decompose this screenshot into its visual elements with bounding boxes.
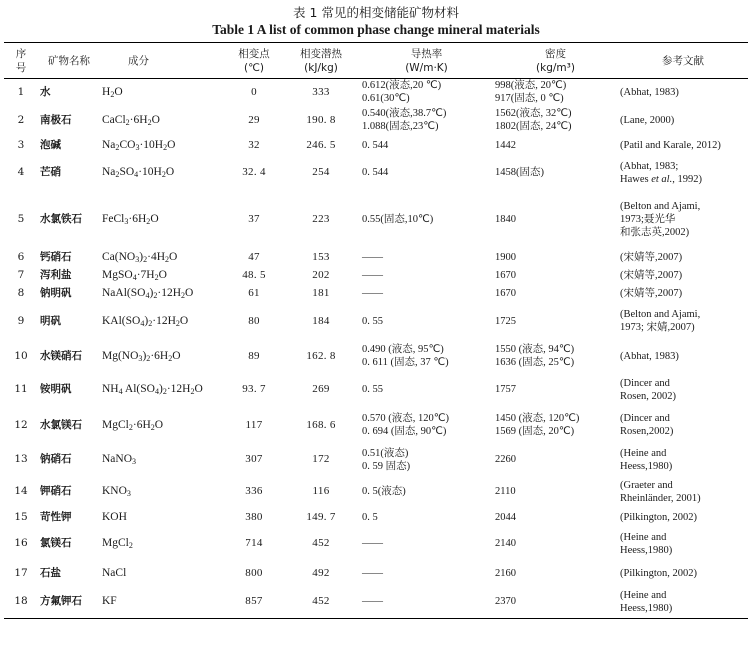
cell-mineral-name: 泡碱 bbox=[40, 138, 61, 151]
cell-density: 2260 bbox=[495, 454, 516, 465]
cell-conductivity: —— bbox=[362, 596, 383, 608]
cell-transition-point: 89 bbox=[248, 349, 260, 362]
cell-transition-point: 80 bbox=[248, 314, 260, 327]
cell-latent-heat: 223 bbox=[312, 212, 330, 225]
header-mineral-name: 矿物名称 bbox=[48, 54, 90, 67]
cell-latent-heat: 452 bbox=[312, 537, 330, 549]
cell-density: 2370 bbox=[495, 596, 516, 608]
cell-density: 1670 bbox=[495, 269, 516, 281]
table-row bbox=[4, 560, 748, 586]
cell-transition-point: 32 bbox=[248, 138, 260, 151]
cell-no: 14 bbox=[14, 485, 28, 497]
cell-conductivity: 0.540(液态,38.7℃) 1.088(固态,23℃) bbox=[362, 108, 447, 132]
cell-no: 12 bbox=[14, 418, 28, 431]
table-row bbox=[4, 248, 748, 266]
cell-references: (Heine and Heess,1980) bbox=[620, 589, 673, 614]
cell-mineral-name: 水氯铁石 bbox=[40, 212, 82, 225]
cell-conductivity: 0. 5 bbox=[362, 511, 378, 523]
cell-conductivity: —— bbox=[362, 287, 383, 299]
cell-transition-point: 29 bbox=[248, 113, 260, 126]
cell-conductivity: 0.570 (液态, 120℃) 0. 694 (固态, 90℃) bbox=[362, 413, 450, 437]
cell-no: 7 bbox=[17, 268, 25, 281]
cell-conductivity: 0. 544 bbox=[362, 167, 389, 178]
cell-transition-point: 117 bbox=[245, 418, 263, 431]
cell-latent-heat: 452 bbox=[312, 595, 330, 608]
table-row bbox=[4, 155, 748, 190]
cell-no: 11 bbox=[14, 383, 28, 395]
cell-latent-heat: 190. 8 bbox=[306, 113, 336, 126]
cell-conductivity: 0.490 (液态, 95℃) 0. 611 (固态, 37 ℃) bbox=[362, 344, 449, 368]
cell-references: (Dincer and Rosen,2002) bbox=[620, 413, 674, 437]
cell-transition-point: 714 bbox=[245, 537, 263, 549]
cell-composition: KOH bbox=[102, 510, 127, 523]
cell-density: 1450 (液态, 120℃) 1569 (固态, 20℃) bbox=[495, 413, 580, 437]
header-references: 参考文献 bbox=[662, 54, 704, 67]
cell-references: (Graeter and Rheinländer, 2001) bbox=[620, 479, 701, 504]
cell-density: 2160 bbox=[495, 567, 516, 579]
cell-no: 4 bbox=[17, 166, 25, 178]
table-row bbox=[4, 79, 748, 106]
cell-composition: KF bbox=[102, 595, 117, 608]
cell-transition-point: 336 bbox=[245, 485, 263, 497]
table-row bbox=[4, 190, 748, 248]
cell-no: 15 bbox=[14, 510, 28, 523]
cell-mineral-name: 钙硝石 bbox=[40, 250, 72, 263]
cell-latent-heat: 202 bbox=[312, 268, 330, 281]
cell-composition: $H_2O$ bbox=[102, 85, 123, 99]
cell-conductivity: —— bbox=[362, 567, 383, 579]
cell-transition-point: 857 bbox=[245, 595, 263, 608]
table-row bbox=[4, 372, 748, 407]
cell-transition-point: 32. 4 bbox=[242, 166, 266, 178]
cell-latent-heat: 162. 8 bbox=[306, 349, 336, 362]
cell-transition-point: 380 bbox=[245, 510, 263, 523]
cell-composition: $KAl(SO_4)_2\cdot 12H_2O$ bbox=[102, 314, 189, 328]
cell-composition: MgCl$_2$ bbox=[102, 537, 133, 550]
cell-no: 18 bbox=[14, 595, 28, 608]
cell-mineral-name: 南极石 bbox=[40, 113, 72, 126]
cell-references: (Abhat, 1983; Hawes et al., 1992) bbox=[620, 160, 702, 185]
cell-mineral-name: 水 bbox=[40, 85, 51, 98]
cell-no: 3 bbox=[17, 138, 25, 151]
cell-composition: NaCl bbox=[102, 566, 127, 579]
cell-mineral-name: 方氟钾石 bbox=[40, 595, 82, 608]
table-row bbox=[4, 443, 748, 476]
cell-density: 1458(固态) bbox=[495, 167, 544, 178]
cell-composition: $Na_2SO_4\cdot 10H_2O$ bbox=[102, 166, 175, 179]
cell-composition: NaNO$_3$ bbox=[102, 453, 137, 466]
cell-mineral-name: 氯镁石 bbox=[40, 537, 72, 549]
cell-conductivity: 0.51(液态) 0. 59 固态) bbox=[362, 447, 411, 472]
table-row bbox=[4, 407, 748, 443]
cell-composition: $Na_2CO_3\cdot 10H_2O$ bbox=[102, 138, 176, 152]
cell-density: 2140 bbox=[495, 538, 516, 549]
cell-no: 5 bbox=[17, 212, 25, 225]
table-caption-english: Table 1 A list of common phase change mineral materials bbox=[212, 22, 540, 37]
cell-references: (宋婧等,2007) bbox=[620, 251, 683, 263]
cell-latent-heat: 149. 7 bbox=[306, 510, 336, 523]
cell-mineral-name: 明矾 bbox=[40, 314, 61, 327]
cell-transition-point: 37 bbox=[248, 212, 260, 225]
cell-latent-heat: 116 bbox=[312, 485, 330, 497]
header-composition: 成分 bbox=[128, 54, 149, 67]
header-latent-heat: 相变潜热 (kJ/kg) bbox=[300, 47, 342, 74]
cell-composition: $CaCl_2\cdot 6H_2O$ bbox=[102, 113, 160, 127]
cell-latent-heat: 246. 5 bbox=[306, 138, 336, 151]
cell-conductivity: —— bbox=[362, 251, 383, 263]
cell-mineral-name: 苛性钾 bbox=[40, 510, 72, 523]
table-row bbox=[4, 266, 748, 284]
cell-no: 10 bbox=[14, 349, 28, 362]
minerals-table bbox=[4, 42, 748, 619]
cell-transition-point: 307 bbox=[245, 453, 263, 465]
cell-references: (Heine and Heess,1980) bbox=[620, 531, 673, 556]
cell-latent-heat: 181 bbox=[312, 286, 330, 299]
cell-latent-heat: 184 bbox=[312, 314, 330, 327]
cell-latent-heat: 168. 6 bbox=[306, 418, 336, 431]
table-row bbox=[4, 527, 748, 560]
cell-latent-heat: 333 bbox=[312, 85, 330, 98]
cell-latent-heat: 492 bbox=[312, 566, 330, 579]
table-row bbox=[4, 135, 748, 155]
cell-composition: $MgCl_2\cdot 6H_2O$ bbox=[102, 418, 164, 432]
cell-references: (Dincer and Rosen, 2002) bbox=[620, 377, 676, 402]
cell-composition: $Mg(NO_3)_2\cdot 6H_2O$ bbox=[102, 349, 181, 363]
cell-no: 6 bbox=[17, 250, 25, 263]
cell-no: 13 bbox=[14, 453, 28, 465]
table-row bbox=[4, 302, 748, 340]
cell-mineral-name: 铵明矾 bbox=[40, 383, 72, 395]
cell-no: 9 bbox=[17, 314, 25, 327]
cell-transition-point: 0 bbox=[251, 85, 257, 98]
cell-latent-heat: 153 bbox=[312, 250, 330, 263]
cell-composition: $MgSO_4\cdot 7H_2O$ bbox=[102, 268, 167, 282]
header-row bbox=[4, 43, 748, 79]
cell-composition: $Ca(NO_3)_2\cdot 4H_2O$ bbox=[102, 250, 178, 264]
table-row bbox=[4, 586, 748, 618]
cell-references: (Belton and Ajami, 1973;聂光华 和张志英,2002) bbox=[620, 200, 701, 238]
header-no: 序 号 bbox=[15, 47, 27, 74]
cell-transition-point: 93. 7 bbox=[242, 383, 266, 395]
cell-conductivity: 0. 55 bbox=[362, 384, 383, 395]
cell-conductivity: 0. 5(液态) bbox=[362, 486, 406, 497]
cell-no: 2 bbox=[17, 113, 25, 126]
header-conductivity: 导热率 (W/m·K) bbox=[405, 47, 448, 74]
cell-mineral-name: 水镁硝石 bbox=[40, 349, 82, 362]
cell-no: 16 bbox=[14, 537, 28, 549]
cell-references: (Heine and Heess,1980) bbox=[620, 447, 673, 472]
cell-transition-point: 47 bbox=[248, 250, 260, 263]
cell-composition: $FeCl_3\cdot 6H_2O$ bbox=[102, 212, 159, 226]
cell-mineral-name: 钾硝石 bbox=[40, 485, 72, 497]
cell-references: (Belton and Ajami, 1973; 宋婧,2007) bbox=[620, 309, 701, 333]
cell-mineral-name: 水氯镁石 bbox=[40, 418, 82, 431]
cell-conductivity: 0.612(液态,20 ℃) 0.61(30℃) bbox=[362, 80, 442, 104]
table-row bbox=[4, 105, 748, 135]
cell-composition: $NaAl(SO_4)_2\cdot 12H_2O$ bbox=[102, 286, 194, 300]
cell-transition-point: 48. 5 bbox=[242, 268, 266, 281]
cell-references: (宋婧等,2007) bbox=[620, 287, 683, 299]
cell-density: 1900 bbox=[495, 251, 516, 263]
cell-density: 1562(液态, 32℃) 1802(固态, 24℃) bbox=[495, 108, 572, 132]
table-row bbox=[4, 476, 748, 507]
cell-no: 1 bbox=[17, 85, 25, 98]
cell-density: 1442 bbox=[495, 139, 516, 151]
cell-references: (Abhat, 1983) bbox=[620, 350, 679, 362]
cell-density: 2044 bbox=[495, 511, 516, 523]
cell-composition: $NH_4$ $Al(SO_4)_2\cdot 12H_2O$ bbox=[102, 383, 203, 396]
cell-mineral-name: 芒硝 bbox=[40, 166, 61, 178]
cell-references: (宋婧等,2007) bbox=[620, 269, 683, 281]
cell-latent-heat: 269 bbox=[312, 383, 330, 395]
table-row bbox=[4, 340, 748, 372]
cell-mineral-name: 钠明矾 bbox=[40, 286, 72, 299]
cell-no: 8 bbox=[17, 286, 25, 299]
cell-density: 1757 bbox=[495, 384, 516, 395]
cell-composition: $KNO_3$ bbox=[102, 485, 131, 498]
cell-density: 1670 bbox=[495, 287, 516, 299]
cell-density: 2110 bbox=[495, 486, 516, 497]
cell-density: 1840 bbox=[495, 213, 516, 225]
cell-transition-point: 61 bbox=[248, 286, 260, 299]
cell-mineral-name: 石盐 bbox=[40, 566, 61, 579]
cell-references: (Lane, 2000) bbox=[620, 114, 675, 126]
cell-conductivity: 0.55(固态,10℃) bbox=[362, 213, 434, 225]
header-transition-point: 相变点 (℃) bbox=[238, 47, 270, 74]
cell-mineral-name: 泻利盐 bbox=[40, 268, 72, 281]
table-body bbox=[4, 79, 748, 619]
cell-references: (Pilkington, 2002) bbox=[620, 567, 698, 579]
table-row bbox=[4, 507, 748, 527]
cell-latent-heat: 172 bbox=[312, 453, 330, 465]
cell-references: (Abhat, 1983) bbox=[620, 86, 679, 98]
cell-density: 1550 (液态, 94℃) 1636 (固态, 25℃) bbox=[495, 344, 575, 368]
cell-mineral-name: 钠硝石 bbox=[40, 453, 72, 465]
cell-no: 17 bbox=[14, 566, 28, 579]
cell-references: (Patil and Karale, 2012) bbox=[620, 139, 721, 151]
cell-references: (Pilkington, 2002) bbox=[620, 511, 698, 523]
cell-density: 998(液态, 20℃) 917(固态, 0 ℃) bbox=[495, 80, 567, 104]
table-row bbox=[4, 284, 748, 302]
table-caption-chinese: 表 1 常见的相变储能矿物材料 bbox=[293, 5, 459, 20]
cell-transition-point: 800 bbox=[245, 566, 263, 579]
cell-density: 1725 bbox=[495, 315, 516, 327]
header-density: 密度 (kg/m³) bbox=[536, 47, 575, 74]
cell-conductivity: 0. 544 bbox=[362, 139, 389, 151]
cell-conductivity: 0. 55 bbox=[362, 315, 383, 327]
cell-latent-heat: 254 bbox=[312, 166, 330, 178]
cell-conductivity: —— bbox=[362, 538, 383, 549]
cell-conductivity: —— bbox=[362, 269, 383, 281]
